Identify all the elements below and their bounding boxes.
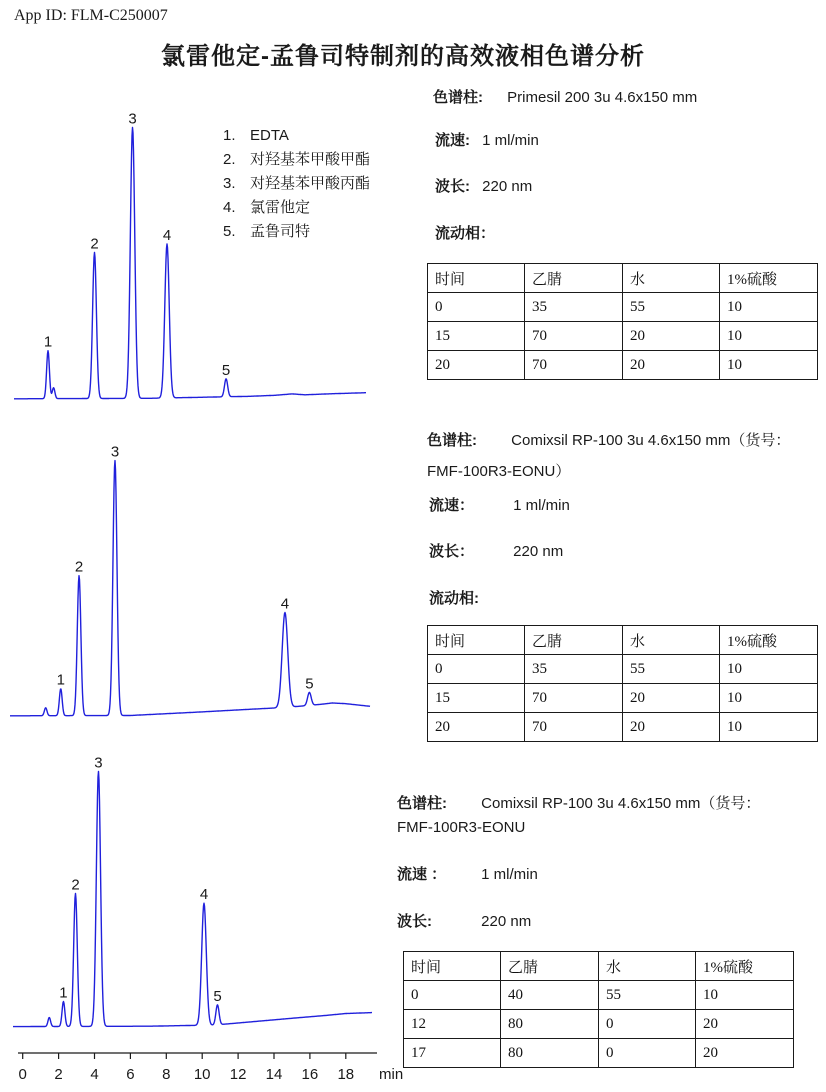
- table-cell: 70: [525, 713, 623, 742]
- table-cell: 35: [525, 293, 623, 322]
- peak-label: 2: [71, 876, 80, 894]
- table-cell: 10: [720, 322, 818, 351]
- table-cell: 70: [525, 684, 623, 713]
- table-row: [428, 351, 818, 380]
- chromatogram-3: [0, 750, 420, 1090]
- wavelength-label: 波长:: [397, 913, 432, 930]
- condition-column-line: [427, 429, 790, 450]
- chromatogram-2: [0, 430, 420, 730]
- table-cell: 0: [599, 1010, 696, 1039]
- peak-label: 2: [74, 558, 84, 576]
- legend-number: 3.: [223, 175, 236, 192]
- table-cell: 20: [623, 713, 720, 742]
- peak-label: 5: [305, 675, 314, 693]
- peak-label: 4: [199, 886, 209, 904]
- table-cell: 20: [428, 351, 525, 380]
- condition-column-line2: [427, 460, 570, 481]
- wavelength-label: 波长:: [435, 178, 470, 195]
- table-cell: 0: [428, 655, 525, 684]
- condition-flow-line: [429, 494, 570, 515]
- table-header-cell: 1%硫酸: [696, 952, 794, 981]
- x-axis-tick-label: 8: [162, 1066, 171, 1083]
- table-row: [404, 981, 794, 1010]
- condition-column-line: [397, 792, 760, 813]
- x-axis-unit-label: min: [379, 1066, 404, 1083]
- x-axis-tick-label: 10: [193, 1066, 211, 1083]
- peak-label: 3: [128, 110, 137, 128]
- table-header-cell: 1%硫酸: [720, 264, 818, 293]
- flow-label: 流速：: [429, 497, 475, 514]
- x-axis-tick-label: 4: [90, 1066, 99, 1083]
- x-axis-tick-label: 12: [229, 1066, 247, 1083]
- legend-item: [223, 152, 370, 167]
- table-cell: 20: [623, 322, 720, 351]
- column-label: 色谱柱:: [433, 89, 483, 106]
- table-header-row: [428, 264, 818, 293]
- table-row: [428, 293, 818, 322]
- table-header-cell: 时间: [428, 626, 525, 655]
- condition-wavelength-line: [397, 910, 531, 931]
- table-cell: 10: [720, 684, 818, 713]
- condition-wavelength-line: [435, 175, 532, 196]
- peak-label: 4: [162, 227, 172, 244]
- table-row: [428, 655, 818, 684]
- legend-label: 氯雷他定: [250, 199, 311, 216]
- table-cell: 10: [720, 351, 818, 380]
- table-cell: 55: [623, 655, 720, 684]
- mobile-phase-label: 流动相:: [429, 590, 479, 607]
- peak-label: 1: [43, 333, 53, 351]
- wavelength-value: 220 nm: [482, 178, 533, 195]
- table-row: [428, 713, 818, 742]
- mobile-phase-table-2: [427, 625, 818, 742]
- table-header-cell: 乙腈: [501, 952, 599, 981]
- table-cell: 35: [525, 655, 623, 684]
- table-cell: 55: [623, 293, 720, 322]
- x-axis-tick-label: 14: [265, 1066, 283, 1083]
- legend-number: 2.: [223, 151, 236, 168]
- peak-label: 3: [94, 754, 103, 772]
- legend-item: [223, 224, 370, 239]
- table-header-row: [404, 952, 794, 981]
- legend-item: [223, 176, 370, 191]
- legend-number: 4.: [223, 199, 236, 216]
- column-value2: FMF-100R3-EONU）: [427, 463, 571, 480]
- table-cell: 15: [428, 322, 525, 351]
- peak-label: 4: [280, 595, 290, 613]
- peak-label: 3: [110, 443, 120, 461]
- table-header-cell: 水: [599, 952, 696, 981]
- condition-flow-line: [397, 863, 538, 884]
- flow-label: 流速:: [435, 132, 470, 149]
- wavelength-value: 220 nm: [481, 913, 532, 930]
- flow-label: 流速 ：: [397, 866, 447, 883]
- x-axis: [18, 1053, 377, 1059]
- legend-label: EDTA: [250, 127, 289, 144]
- table-cell: 0: [404, 981, 501, 1010]
- page-title: 氯雷他定-孟鲁司特制剂的高效液相色谱分析: [161, 43, 645, 70]
- table-cell: 70: [525, 351, 623, 380]
- x-axis-tick-label: 16: [301, 1066, 319, 1083]
- table-cell: 20: [623, 684, 720, 713]
- peak-label: 1: [59, 984, 68, 1002]
- table-header-cell: 时间: [404, 952, 501, 981]
- column-value2: FMF-100R3-EONU: [397, 819, 526, 836]
- table-row: [428, 684, 818, 713]
- table-cell: 55: [599, 981, 696, 1010]
- legend-item: [223, 128, 370, 143]
- mobile-phase-label: 流动相：: [435, 225, 496, 242]
- peak-label: 5: [221, 361, 231, 379]
- condition-column-line: [433, 86, 697, 107]
- table-cell: 80: [501, 1039, 599, 1068]
- x-axis-tick-label: 6: [126, 1066, 135, 1083]
- flow-value: 1 ml/min: [481, 866, 538, 883]
- flow-value: 1 ml/min: [513, 497, 570, 514]
- column-value: Comixsil RP-100 3u 4.6x150 mm（货号：: [511, 432, 791, 449]
- legend-label: 对羟基苯甲酸甲酯: [250, 151, 371, 168]
- table-header-row: [428, 626, 818, 655]
- column-label: 色谱柱:: [397, 795, 447, 812]
- table-cell: 80: [501, 1010, 599, 1039]
- legend-number: 5.: [223, 223, 236, 240]
- x-axis-tick-label: 2: [54, 1066, 63, 1083]
- legend-label: 孟鲁司特: [250, 223, 311, 240]
- peak-label: 2: [90, 235, 99, 253]
- table-cell: 0: [428, 293, 525, 322]
- mobile-phase-table-1: [427, 263, 818, 380]
- condition-mobile-phase-line: [429, 587, 479, 608]
- table-cell: 12: [404, 1010, 501, 1039]
- peak-label: 1: [56, 671, 65, 689]
- condition-mobile-phase-line: [435, 222, 495, 243]
- table-cell: 0: [599, 1039, 696, 1068]
- table-header-cell: 水: [623, 264, 720, 293]
- table-header-cell: 1%硫酸: [720, 626, 818, 655]
- table-header-cell: 时间: [428, 264, 525, 293]
- mobile-phase-table-3: [403, 951, 794, 1068]
- table-cell: 70: [525, 322, 623, 351]
- table-cell: 15: [428, 684, 525, 713]
- wavelength-value: 220 nm: [513, 543, 564, 560]
- table-cell: 10: [720, 713, 818, 742]
- condition-flow-line: [435, 129, 539, 150]
- table-cell: 10: [696, 981, 794, 1010]
- table-cell: 17: [404, 1039, 501, 1068]
- table-cell: 20: [428, 713, 525, 742]
- x-axis-tick-label: 18: [337, 1066, 355, 1083]
- table-cell: 20: [696, 1039, 794, 1068]
- table-header-cell: 水: [623, 626, 720, 655]
- legend-number: 1.: [223, 127, 236, 144]
- peak-label: 5: [213, 987, 222, 1005]
- condition-column-line2: [397, 819, 525, 836]
- table-cell: 10: [720, 655, 818, 684]
- table-row: [404, 1010, 794, 1039]
- column-label: 色谱柱:: [427, 432, 477, 449]
- wavelength-label: 波长：: [429, 543, 475, 560]
- x-axis-tick-label: 0: [18, 1066, 27, 1083]
- column-value: Primesil 200 3u 4.6x150 mm: [507, 89, 698, 106]
- table-row: [428, 322, 818, 351]
- app-id-text: App ID: FLM-C250007: [14, 7, 168, 24]
- column-value: Comixsil RP-100 3u 4.6x150 mm（货号：: [481, 795, 761, 812]
- table-row: [404, 1039, 794, 1068]
- legend-label: 对羟基苯甲酸丙酯: [250, 175, 371, 192]
- table-cell: 40: [501, 981, 599, 1010]
- table-cell: 10: [720, 293, 818, 322]
- peak-legend: [223, 128, 370, 248]
- legend-item: [223, 200, 370, 215]
- table-cell: 20: [696, 1010, 794, 1039]
- table-cell: 20: [623, 351, 720, 380]
- condition-wavelength-line: [429, 540, 563, 561]
- table-header-cell: 乙腈: [525, 264, 623, 293]
- flow-value: 1 ml/min: [482, 132, 539, 149]
- table-header-cell: 乙腈: [525, 626, 623, 655]
